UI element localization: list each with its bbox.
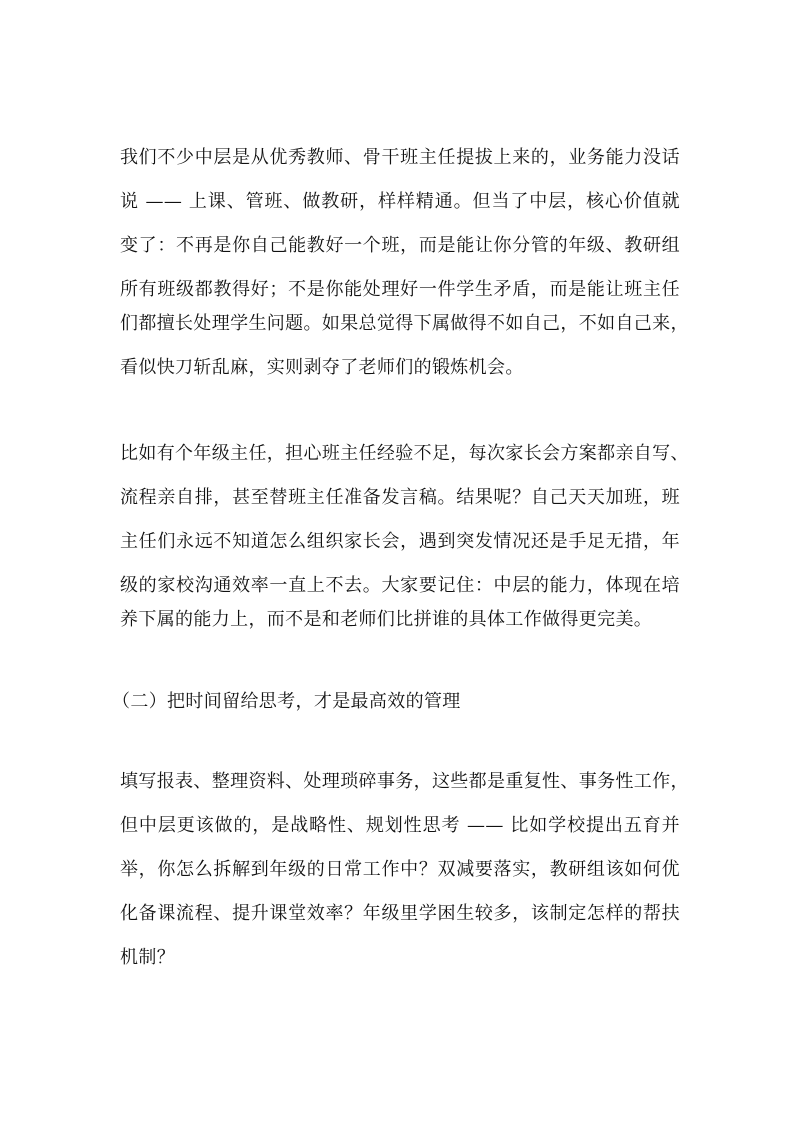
paragraph-line: 变了：不再是你自己能教好一个班，而是能让你分管的年级、教研组 [120,235,680,256]
paragraph-line: 填写报表、整理资料、处理琐碎事务，这些都是重复性、事务性工作， [120,771,689,792]
paragraph-line: 级的家校沟通效率一直上不去。大家要记住：中层的能力，体现在培 [120,575,680,596]
paragraph-line: 们都擅长处理学生问题。如果总觉得下属做得不如自己，不如自己来， [120,313,689,334]
paragraph-line: 所有班级都教得好；不是你能处理好一件学生矛盾，而是能让班主任 [120,279,680,300]
paragraph-line: 看似快刀斩乱麻，实则剥夺了老师们的锻炼机会。 [120,357,524,378]
paragraph-line: 比如有个年级主任，担心班主任经验不足，每次家长会方案都亲自写、 [120,443,689,464]
paragraph-line: 但中层更该做的，是战略性、规划性思考 —— 比如学校提出五育并 [120,815,680,836]
paragraph-line: 养下属的能力上，而不是和老师们比拼谁的具体工作做得更完美。 [120,609,653,630]
paragraph-line: 主任们永远不知道怎么组织家长会，遇到突发情况还是手足无措，年 [120,531,680,552]
paragraph-line: 化备课流程、提升课堂效率？年级里学困生较多，该制定怎样的帮扶 [120,903,680,924]
paragraph-line: 说 —— 上课、管班、做教研，样样精通。但当了中层，核心价值就 [120,191,680,212]
paragraph-line: 我们不少中层是从优秀教师、骨干班主任提拔上来的，业务能力没话 [120,147,680,168]
section-heading: （二）把时间留给思考，才是最高效的管理 [112,691,461,712]
paragraph-line: 举，你怎么拆解到年级的日常工作中？双减要落实，教研组该如何优 [120,859,680,880]
paragraph-line: 机制？ [120,947,176,968]
paragraph-line: 流程亲自排，甚至替班主任准备发言稿。结果呢？自己天天加班，班 [120,487,680,508]
